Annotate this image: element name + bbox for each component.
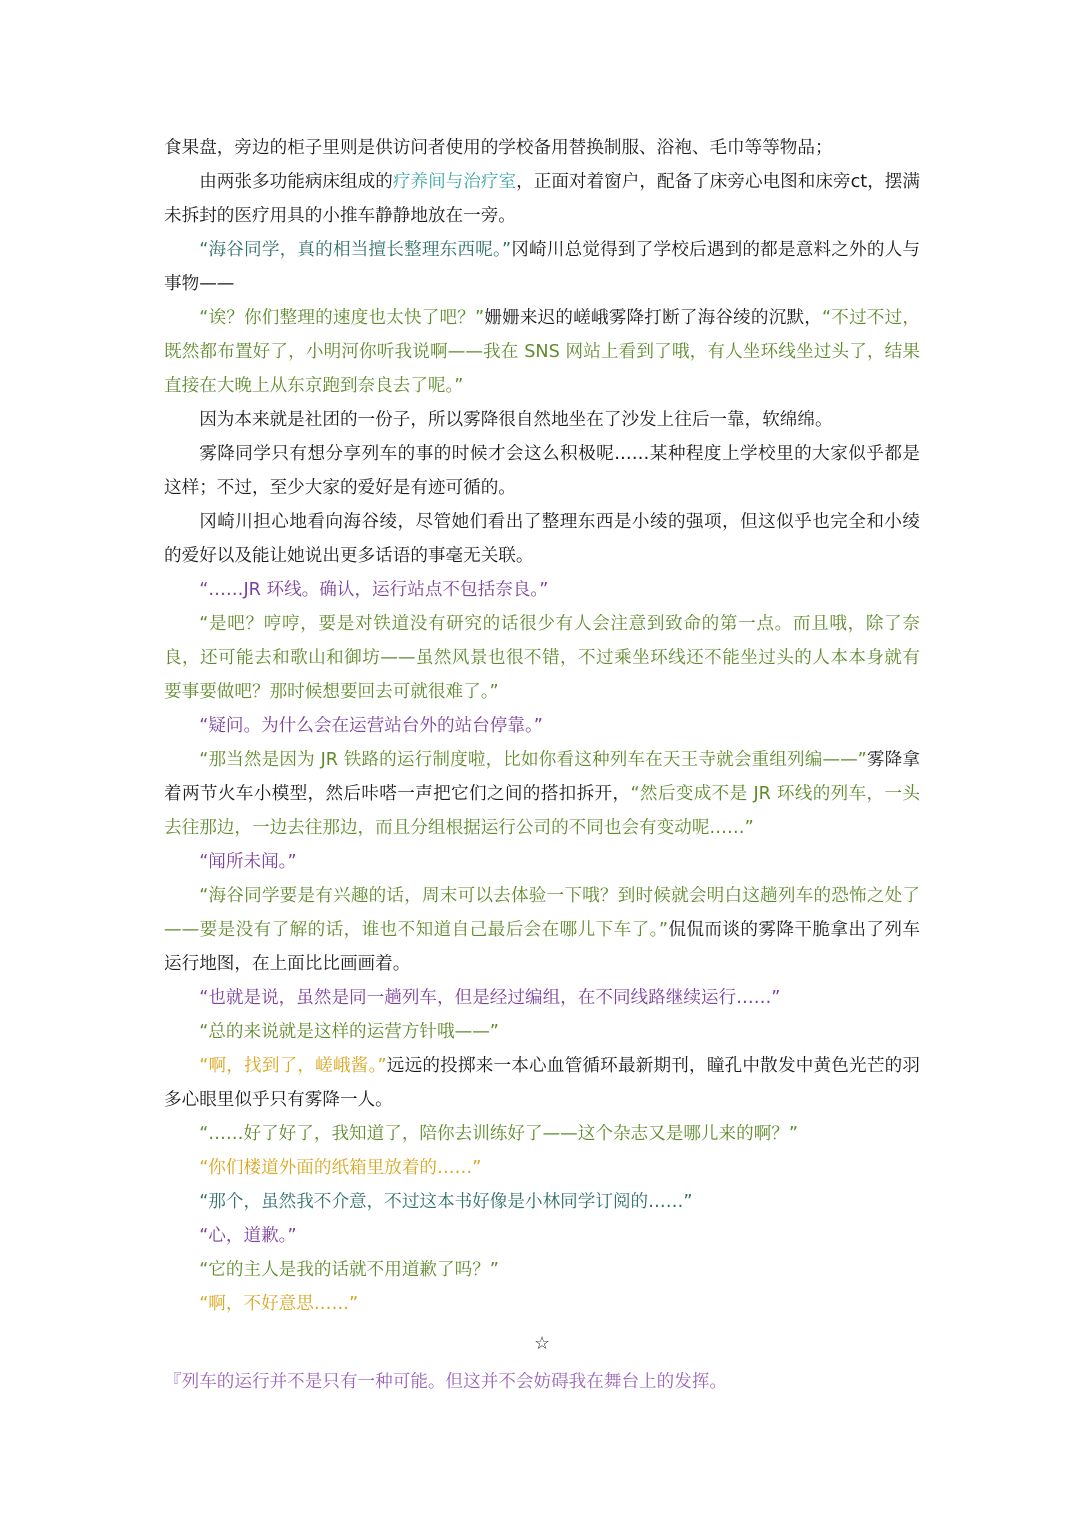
closing-quote: 『列车的运行并不是只有一种可能。但这并不会妨碍我在舞台上的发挥。	[164, 1372, 728, 1392]
dialogue-kiri: “海谷同学要是有兴趣的话，周末可以去体验一下哦？到时候就会明白这趟列车的恐怖之处了——要是没有了解的话，谁也不知道自己最后会在哪儿下车了。”	[164, 886, 920, 940]
dialogue-umiya: “疑问。为什么会在运营站台外的站台停靠。”	[199, 716, 543, 736]
paragraph	[164, 165, 920, 233]
narration-text: 由两张多功能病床组成的	[199, 172, 393, 192]
narration-text: 因为本来就是社团的一份子，所以雾降很自然地坐在了沙发上往后一靠，软绵绵。	[199, 410, 833, 430]
narration-text: 食果盘，旁边的柜子里则是供访问者使用的学校备用替换制服、浴袍、毛巾等等物品；	[164, 138, 833, 158]
dialogue-kiri: “……好了好了，我知道了，陪你去训练好了——这个杂志又是哪儿来的啊？”	[199, 1124, 799, 1144]
dialogue-kiri: “总的来说就是这样的运营方针哦——”	[199, 1022, 499, 1042]
dialogue-hata: “啊，不好意思……”	[199, 1294, 359, 1314]
paragraph	[164, 505, 920, 573]
paragraph	[164, 403, 920, 437]
paragraph	[164, 1117, 920, 1151]
narration-text: 冈崎川总觉得到了学校后遇到的都是意料之外的人与事物——	[164, 240, 920, 294]
paragraph	[164, 709, 920, 743]
dialogue-kiri: “是吧？哼哼，要是对铁道没有研究的话很少有人会注意到致命的第一点。而且哦，除了奈良，还可能去和歌山和御坊——虽然风景也很不错，不过乘坐环线还不能坐过头的人本本身就有要事要做吧？那时候想要回去可就很难了。”	[164, 614, 920, 702]
dialogue-okazakigawa: “海谷同学，真的相当擅长整理东西呢。”	[199, 240, 512, 260]
dialogue-kiri: “然后变成不是 JR 环线的列车，一头去往那边，一边去往那边，而且分组根据运行公司的不同也会有变动呢……”	[164, 784, 920, 838]
paragraph	[164, 607, 920, 709]
dialogue-umiya: “也就是说，虽然是同一趟列车，但是经过编组，在不同线路继续运行……”	[199, 988, 781, 1008]
dialogue-okazakigawa: “那个，虽然我不介意，不过这本书好像是小林同学订阅的……”	[199, 1192, 693, 1212]
narration-text: 远远的投掷来一本心血管循环最新期刊，瞳孔中散发中黄色光芒的羽多心眼里似乎只有雾降一人。	[164, 1056, 920, 1110]
paragraph	[164, 1015, 920, 1049]
narration-text: 雾降拿着两节火车小模型，然后咔嗒一声把它们之间的搭扣拆开，	[164, 750, 920, 804]
narration-text: 侃侃而谈的雾降干脆拿出了列车运行地图，在上面比比画画着。	[164, 920, 920, 974]
highlighted-term: 疗养间与治疗室	[392, 172, 517, 192]
paragraph	[164, 437, 920, 505]
dialogue-umiya: “闻所未闻。”	[199, 852, 297, 872]
paragraph	[164, 1049, 920, 1117]
dialogue-kiri: “诶？你们整理的速度也太快了吧？”	[199, 308, 485, 328]
dialogue-umiya: “心，道歉。”	[199, 1226, 297, 1246]
paragraph	[164, 981, 920, 1015]
paragraph	[164, 1287, 920, 1321]
dialogue-hata: “啊，找到了，嵯峨酱。”	[199, 1056, 387, 1076]
paragraph	[164, 1151, 920, 1185]
paragraph	[164, 233, 920, 301]
narration-text: 姗姗来迟的嵯峨雾降打断了海谷绫的沉默，	[484, 308, 823, 328]
section-divider-star: ☆	[534, 1334, 550, 1354]
paragraph	[164, 845, 920, 879]
paragraph	[164, 131, 920, 165]
dialogue-kiri: “它的主人是我的话就不用道歉了吗？”	[199, 1260, 499, 1280]
dialogue-kiri: “不过不过，既然都布置好了，小明河你听我说啊——我在 SNS 网站上看到了哦，有人坐环线坐过头了，结果直接在大晚上从东京跑到奈良去了呢。”	[164, 308, 920, 396]
narration-text: 雾降同学只有想分享列车的事的时候才会这么积极呢……某种程度上学校里的大家似乎都是这样；不过，至少大家的爱好是有迹可循的。	[164, 444, 920, 498]
paragraph	[164, 1253, 920, 1287]
paragraph	[164, 573, 920, 607]
novel-page	[164, 131, 920, 1399]
paragraph	[164, 301, 920, 403]
paragraph	[164, 879, 920, 981]
narration-text: ，正面对着窗户，配备了床旁心电图和床旁ct，摆满未拆封的医疗用具的小推车静静地放在一旁。	[164, 172, 920, 226]
paragraph	[164, 1185, 920, 1219]
narration-text: 冈崎川担心地看向海谷绫，尽管她们看出了整理东西是小绫的强项，但这似乎也完全和小绫的爱好以及能让她说出更多话语的事毫无关联。	[164, 512, 920, 566]
paragraph	[164, 743, 920, 845]
dialogue-umiya: “……JR 环线。确认，运行站点不包括奈良。”	[199, 580, 549, 600]
dialogue-kiri: “那当然是因为 JR 铁路的运行制度啦，比如你看这种列车在天王寺就会重组列编——”	[199, 750, 867, 770]
paragraph	[164, 1219, 920, 1253]
dialogue-hata: “你们楼道外面的纸箱里放着的……”	[199, 1158, 482, 1178]
